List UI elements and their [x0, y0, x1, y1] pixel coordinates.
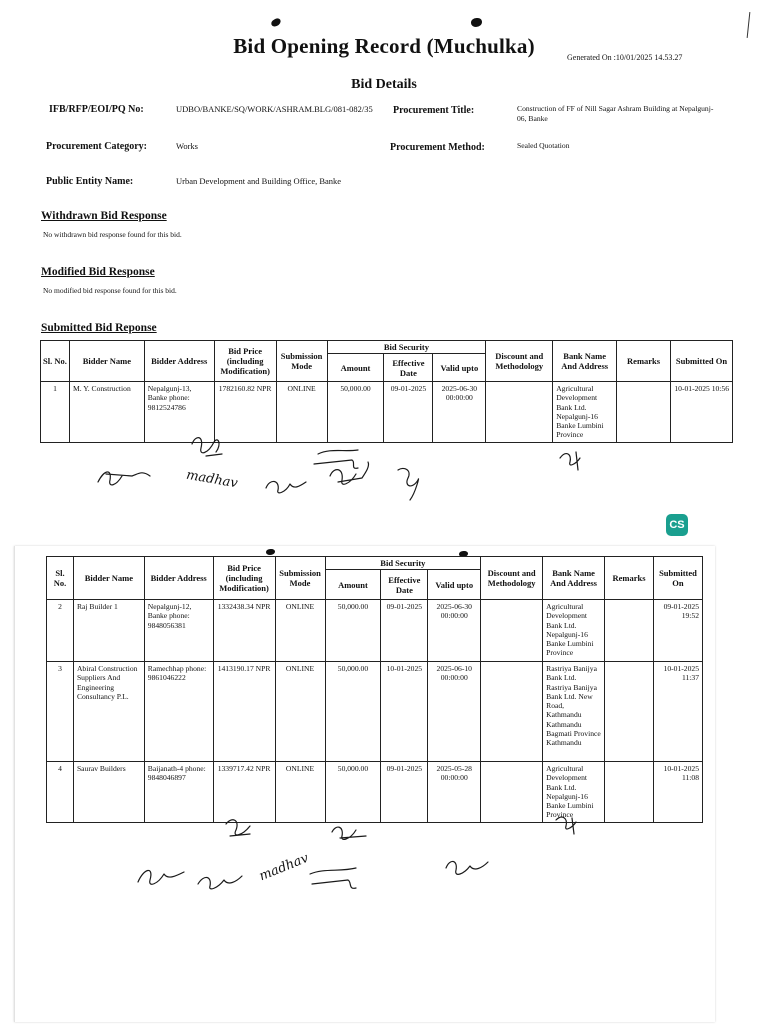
cell-bank: Agricultural Development Bank Ltd. Nepalgunj-16 Banke Lumbini Province — [553, 382, 617, 443]
header-bid-security: Bid Security — [325, 557, 481, 570]
procurement-title-value: Construction of FF of Nill Sagar Ashram Building at Nepalgunj-06, Banke — [517, 104, 714, 123]
header-submitted-on: Submitted On — [653, 557, 702, 600]
header-bid-security: Bid Security — [327, 341, 486, 354]
header-bidder-name: Bidder Name — [73, 557, 144, 600]
header-submission-mode: Submission Mode — [275, 557, 325, 600]
cell-bank: Agricultural Development Bank Ltd. Nepalgunj-16 Banke Lumbini Province — [543, 762, 605, 823]
ink-blot — [270, 17, 282, 28]
header-discount: Discount and Methodology — [486, 341, 553, 382]
cell-submission-mode: ONLINE — [275, 662, 325, 762]
header-bank: Bank Name And Address — [553, 341, 617, 382]
ifb-value: UDBO/BANKE/SQ/WORK/ASHRAM.BLG/081-082/35 — [176, 104, 373, 114]
cell-sl: 3 — [47, 662, 74, 762]
header-valid-upto: Valid upto — [428, 570, 481, 600]
cell-sl: 4 — [47, 762, 74, 823]
cell-sl: 1 — [41, 382, 70, 443]
page-title: Bid Opening Record (Muchulka) — [233, 34, 535, 58]
cell-discount — [481, 600, 543, 662]
header-remarks: Remarks — [605, 557, 654, 600]
cell-bid-price: 1332438.34 NPR — [213, 600, 275, 662]
cell-bidder-address: Nepalgunj-13, Banke phone: 9812524786 — [144, 382, 214, 443]
cell-effective-date: 09-01-2025 — [384, 382, 433, 443]
header-valid-upto: Valid upto — [433, 354, 486, 382]
cell-submitted-on: 10-01-2025 11:08 — [653, 762, 702, 823]
procurement-method-label: Procurement Method: — [390, 142, 485, 153]
procurement-title-label: Procurement Title: — [393, 105, 475, 116]
header-effective-date: Effective Date — [384, 354, 433, 382]
header-bid-price: Bid Price (including Modification) — [213, 557, 275, 600]
cell-bidder-name: Saurav Builders — [73, 762, 144, 823]
cell-amount: 50,000.00 — [325, 762, 381, 823]
cell-bidder-name: Abiral Construction Suppliers And Engineering Consultancy P.L. — [73, 662, 144, 762]
submitted-heading: Submitted Bid Reponse — [41, 322, 157, 334]
bid-details-heading: Bid Details — [351, 77, 417, 92]
cell-bank: Rastriya Banijya Bank Ltd. Rastriya Banijya Bank Ltd. New Road, Kathmandu Kathmandu Bagmati Province Kathmandu — [543, 662, 605, 762]
signature-madhav-1: madhav — [185, 467, 239, 492]
cell-valid-upto: 2025-06-30 00:00:00 — [433, 382, 486, 443]
cell-submitted-on: 10-01-2025 10:56 — [671, 382, 733, 443]
cell-submission-mode: ONLINE — [275, 762, 325, 823]
cell-bank: Agricultural Development Bank Ltd. Nepalgunj-16 Banke Lumbini Province — [543, 600, 605, 662]
withdrawn-note: No withdrawn bid response found for this bid. — [43, 230, 182, 239]
submitted-bid-table — [40, 340, 733, 443]
header-remarks: Remarks — [617, 341, 671, 382]
cell-bidder-name: M. Y. Construction — [69, 382, 144, 443]
cell-bid-price: 1339717.42 NPR — [213, 762, 275, 823]
header-sl: Sl. No. — [47, 557, 74, 600]
handwritten-signatures-top — [0, 430, 768, 510]
header-bidder-name: Bidder Name — [69, 341, 144, 382]
cell-effective-date: 10-01-2025 — [381, 662, 428, 762]
cell-bid-price: 1782160.82 NPR — [214, 382, 276, 443]
handwritten-signatures-bottom — [0, 810, 768, 900]
cell-effective-date: 09-01-2025 — [381, 600, 428, 662]
procurement-category-value: Works — [176, 141, 198, 151]
cell-bid-price: 1413190.17 NPR — [213, 662, 275, 762]
header-sl: Sl. No. — [41, 341, 70, 382]
modified-note: No modified bid response found for this bid. — [43, 286, 177, 295]
cell-bidder-name: Raj Builder 1 — [73, 600, 144, 662]
header-amount: Amount — [327, 354, 384, 382]
cell-discount — [481, 662, 543, 762]
cell-remarks — [605, 662, 654, 762]
header-submitted-on: Submitted On — [671, 341, 733, 382]
header-submission-mode: Submission Mode — [276, 341, 327, 382]
cell-amount: 50,000.00 — [327, 382, 384, 443]
camscanner-badge-icon: CS — [666, 514, 688, 536]
cell-valid-upto: 2025-05-28 00:00:00 — [428, 762, 481, 823]
header-bid-price: Bid Price (including Modification) — [214, 341, 276, 382]
procurement-method-value: Sealed Quotation — [517, 141, 570, 150]
header-discount: Discount and Methodology — [481, 557, 543, 600]
header-amount: Amount — [325, 570, 381, 600]
cell-remarks — [605, 600, 654, 662]
header-effective-date: Effective Date — [381, 570, 428, 600]
withdrawn-heading: Withdrawn Bid Response — [41, 210, 167, 222]
public-entity-label: Public Entity Name: — [46, 176, 134, 187]
header-bank: Bank Name And Address — [543, 557, 605, 600]
signature-madhav-2: madhav — [257, 850, 311, 885]
submitted-bid-table-continued — [46, 556, 703, 823]
generated-on-text: Generated On :10/01/2025 14.53.27 — [567, 53, 683, 62]
public-entity-value: Urban Development and Building Office, Banke — [176, 176, 342, 186]
cell-submission-mode: ONLINE — [276, 382, 327, 443]
ink-blot — [471, 18, 482, 27]
cell-effective-date: 09-01-2025 — [381, 762, 428, 823]
cell-bidder-address: Nepalgunj-12, Banke phone: 9848056381 — [144, 600, 213, 662]
table-row — [47, 600, 703, 662]
cell-valid-upto: 2025-06-10 00:00:00 — [428, 662, 481, 762]
header-bidder-address: Bidder Address — [144, 557, 213, 600]
cell-amount: 50,000.00 — [325, 662, 381, 762]
procurement-category-label: Procurement Category: — [46, 141, 147, 152]
cell-bidder-address: Ramechhap phone: 9861046222 — [144, 662, 213, 762]
cell-submitted-on: 10-01-2025 11:37 — [653, 662, 702, 762]
cell-submitted-on: 09-01-2025 19:52 — [653, 600, 702, 662]
cell-submission-mode: ONLINE — [275, 600, 325, 662]
modified-heading: Modified Bid Response — [41, 266, 155, 278]
header-bidder-address: Bidder Address — [144, 341, 214, 382]
table-row — [47, 662, 703, 762]
cell-valid-upto: 2025-06-30 00:00:00 — [428, 600, 481, 662]
cell-amount: 50,000.00 — [325, 600, 381, 662]
cell-bidder-address: Baijanath-4 phone: 9848046897 — [144, 762, 213, 823]
cell-sl: 2 — [47, 600, 74, 662]
ifb-label: IFB/RFP/EOI/PQ No: — [49, 104, 144, 115]
